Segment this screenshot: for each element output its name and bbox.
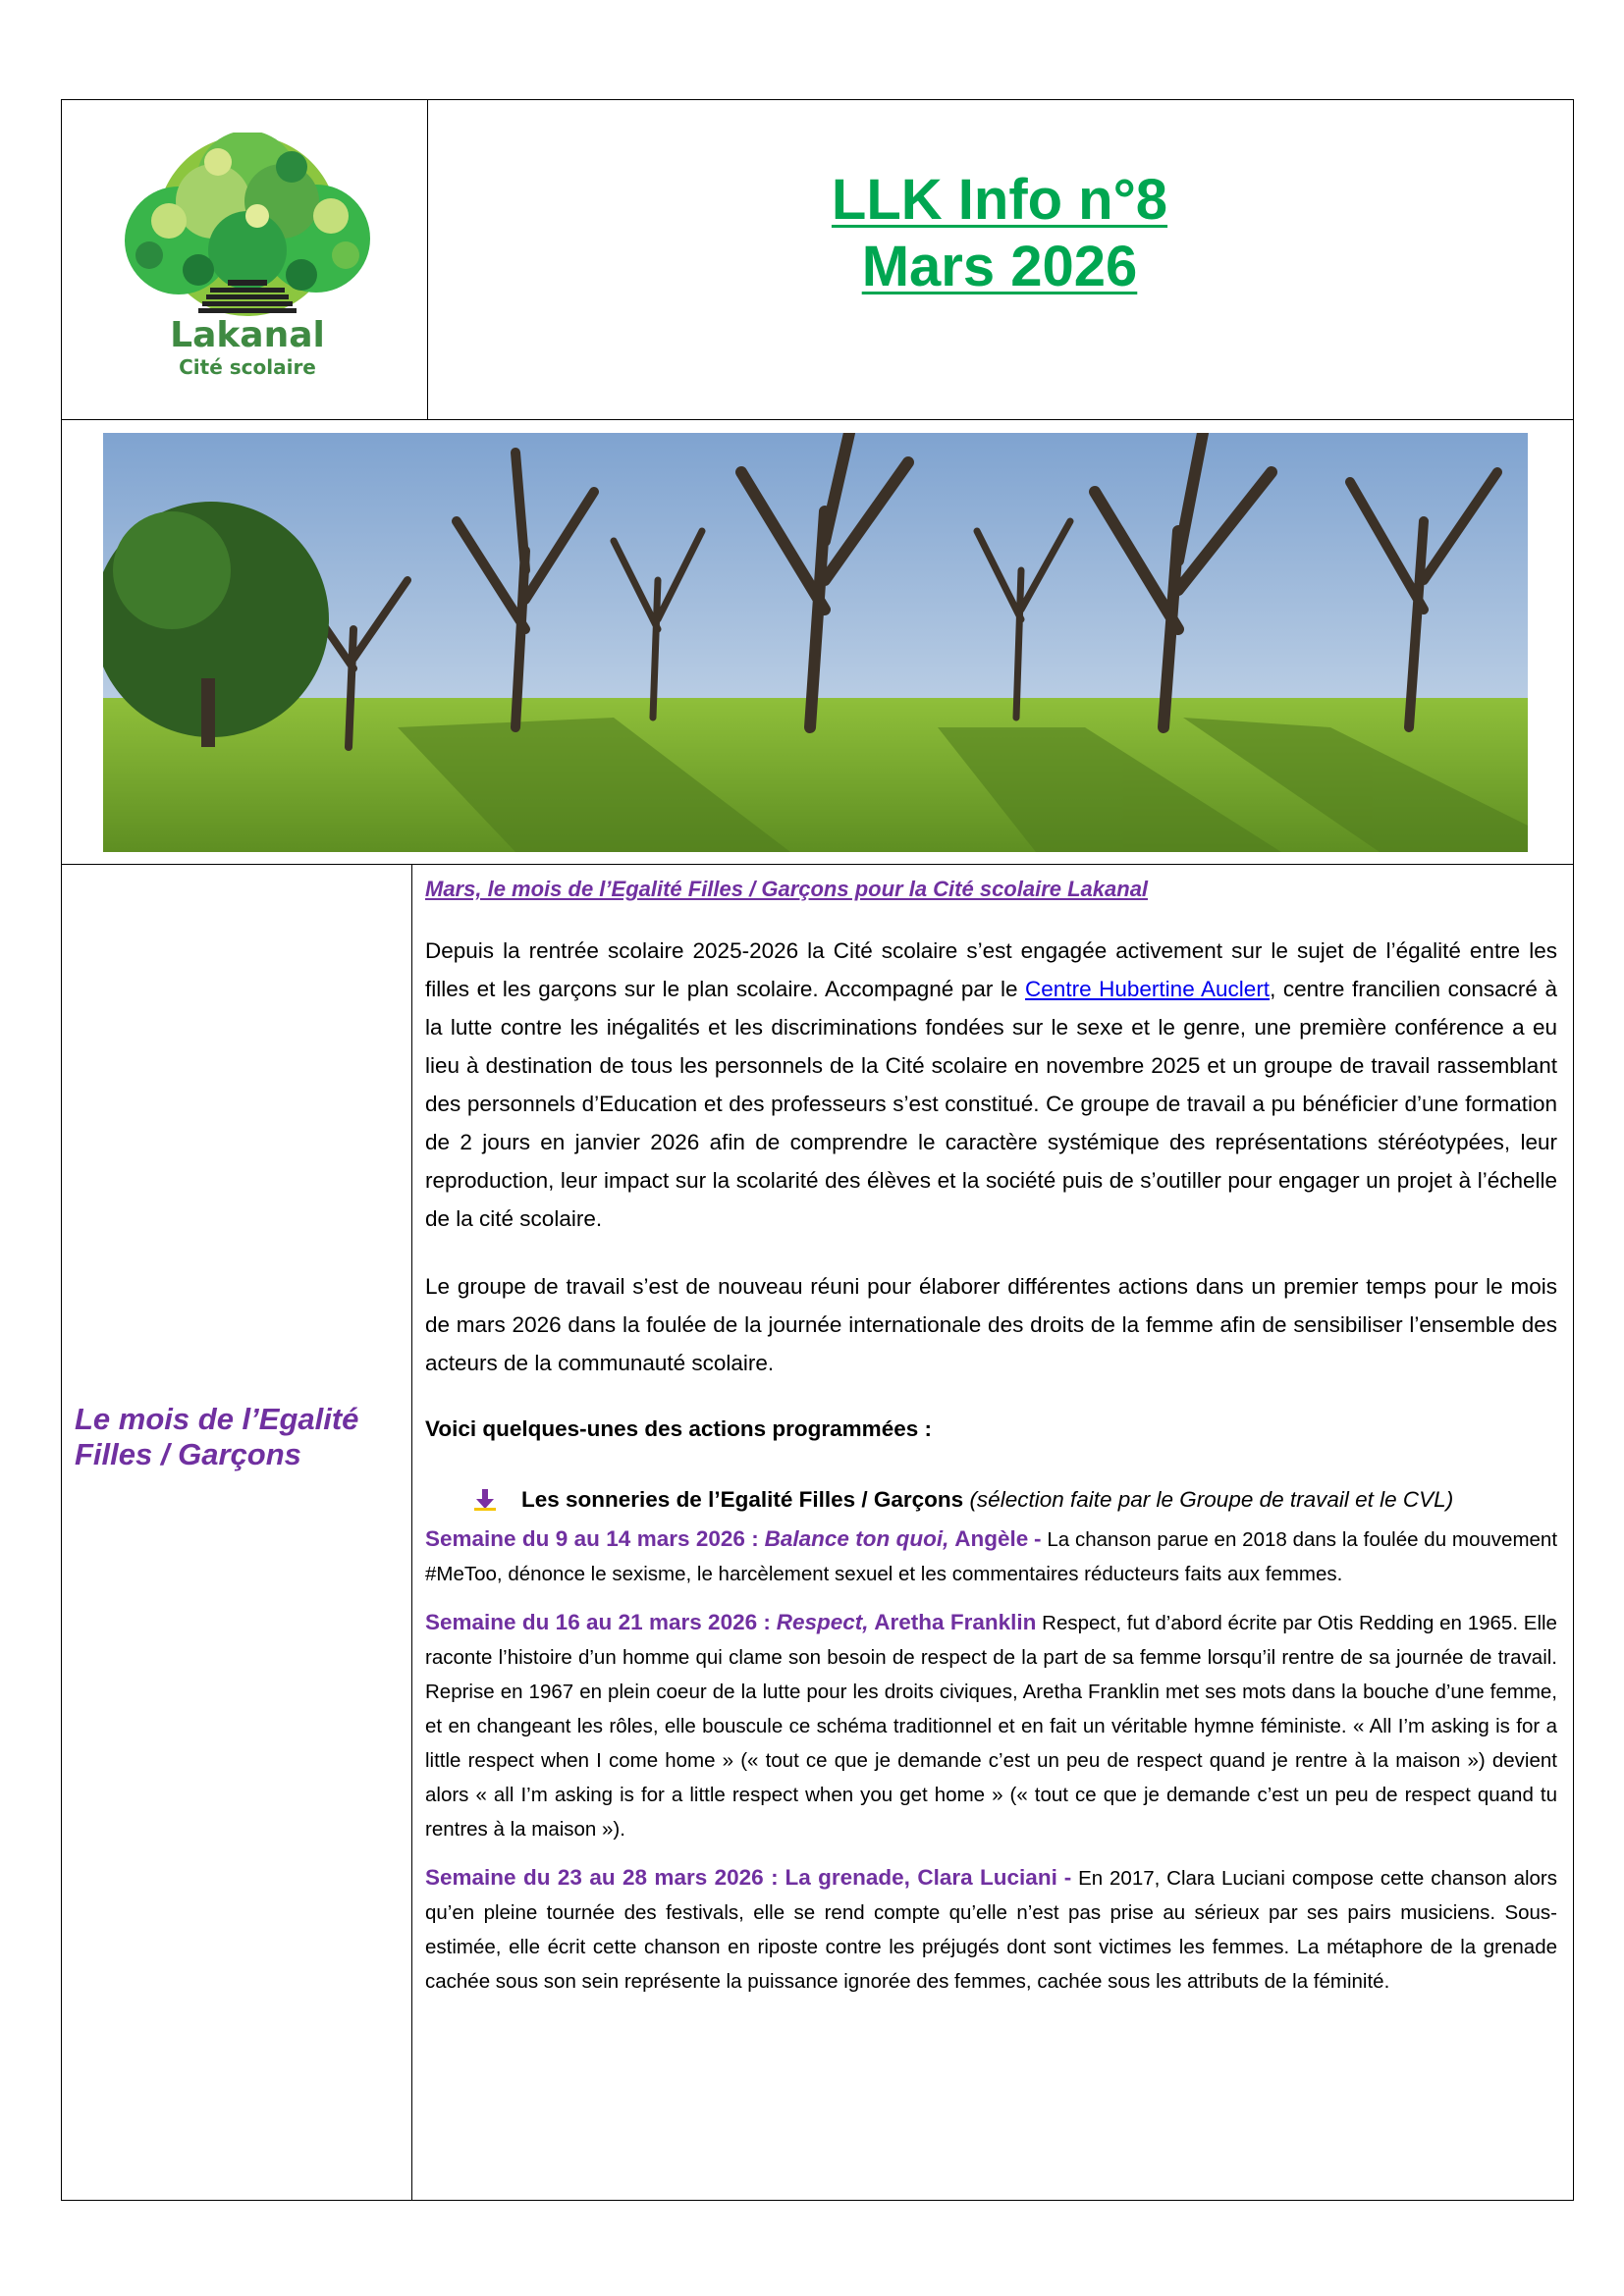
side-heading-line1: Le mois de l’Egalité [75,1402,359,1436]
lead-heading: Mars, le mois de l’Egalité Filles / Garçons pour la Cité scolaire Lakanal [425,877,1149,901]
song-3-week: Semaine du 23 au 28 mars 2026 : [425,1865,779,1890]
park-photo [103,433,1528,852]
song-1-week: Semaine du 9 au 14 mars 2026 : [425,1526,759,1551]
row-divider-1 [61,419,1574,420]
logo-subtitle: Cité scolaire [179,355,316,379]
song-2-description: Respect, fut d’abord écrite par Otis Redding en 1965. Elle raconte l’histoire d’un homme qui clame son besoin de respect de la part de sa femme lorsqu’il rentre de sa journée de travail. Reprise en 1967 en plein coeur de la lutte pour les droits civiques, Aretha Franklin met ses mots dans la bouche d’une femme, et en changeant les rôles, elle bouscule ce schéma traditionnel et en fait un véritable hymne féministe. « All I’m asking is for a little respect when I come home » (« tout ce que je demande c’est un peu de respect quand je rentre à la maison ») devient alors « all I’m asking is for a little respect when you get home » (« tout ce que je demande c’est un peu de respect quand tu rentres à la maison »). [425,1612,1557,1841]
song-2-title: Respect, [776,1610,869,1634]
bullet-arrow-icon [474,1489,496,1511]
tree-logo-icon [110,133,385,386]
song-3-title: La grenade, Clara Luciani [785,1865,1057,1890]
song-week-1 [425,1522,1557,1591]
song-2-artist: Aretha Franklin [874,1610,1037,1634]
content-divider [411,864,412,2201]
title-issue: LLK Info n°8 [831,168,1168,232]
bullet-title: Les sonneries de l’Egalité Filles / Garçons [521,1487,964,1512]
title-date: Mars 2026 [861,235,1138,298]
para1-text-after-link: , centre francilien consacré à la lutte contre les inégalités et les discriminations fondées sur le sexe et le genre, une première conférence a eu lieu à destination de tous les personnels de la Cité scolaire en novembre 2025 et un groupe de travail rassemblant des personnels d’Education et des professeurs s’est constitué. Ce groupe de travail a pu bénéficier d’une formation de 2 jours en janvier 2026 afin de comprendre le caractère systémique des représentations stéréotypées, leur reproduction, leur impact sur la scolarité des élèves et la société puis de s’outiller pour engager un projet à l’échelle de la cité scolaire. [425,977,1557,1231]
centre-hubertine-auclert-link[interactable]: Centre Hubertine Auclert [1025,977,1271,1001]
paragraph-1 [425,932,1557,1238]
song-3-separator: - [1063,1865,1072,1890]
section-content [425,875,1557,2012]
para1-text-before-link: Depuis la rentrée scolaire 2025-2026 la Cité scolaire s’est engagée activement sur le sujet de l’égalité entre les filles et les garçons sur le plan scolaire. Accompagné par le [425,938,1557,1001]
newsletter-title [428,167,1571,300]
song-1-artist: Angèle [954,1526,1029,1551]
song-1-separator: - [1034,1526,1042,1551]
paragraph-2: Le groupe de travail s’est de nouveau réuni pour élaborer différentes actions dans un premier temps pour le mois de mars 2026 dans la foulée de la journée internationale des droits de la femme afin de sensibiliser l’ensemble des acteurs de la communauté scolaire. [425,1274,1557,1375]
lakanal-logo [110,133,385,386]
logo-name: Lakanal [170,315,325,355]
song-2-week: Semaine du 16 au 21 mars 2026 : [425,1610,771,1634]
row-divider-2 [61,864,1574,865]
bullet-note: (sélection faite par le Groupe de travail et le CVL) [969,1487,1454,1512]
song-3-description: En 2017, Clara Luciani compose cette chanson alors qu’en pleine tournée des festivals, elle se rend compte qu’elle n’est pas prise au sérieux par ses pairs musiciens. Sous-estimée, elle écrit cette chanson en riposte contre les préjugés dont sont victimes les femmes. La métaphore de la grenade cachée sous son sein représente la puissance ignorée des femmes, cachée sous les attributs de la féminité. [425,1867,1558,1993]
side-heading-line2: Filles / Garçons [75,1437,301,1471]
bullet-sonneries [474,1482,1557,1518]
song-1-description: La chanson parue en 2018 dans la foulée du mouvement #MeToo, dénonce le sexisme, le harcèlement sexuel et les commentaires réducteurs faits aux femmes. [425,1528,1558,1585]
section-side-heading [75,1402,399,1472]
song-week-2 [425,1605,1557,1846]
song-week-3 [425,1860,1557,1999]
actions-intro: Voici quelques-unes des actions programmées : [425,1416,932,1441]
song-1-title: Balance ton quoi, [764,1526,949,1551]
